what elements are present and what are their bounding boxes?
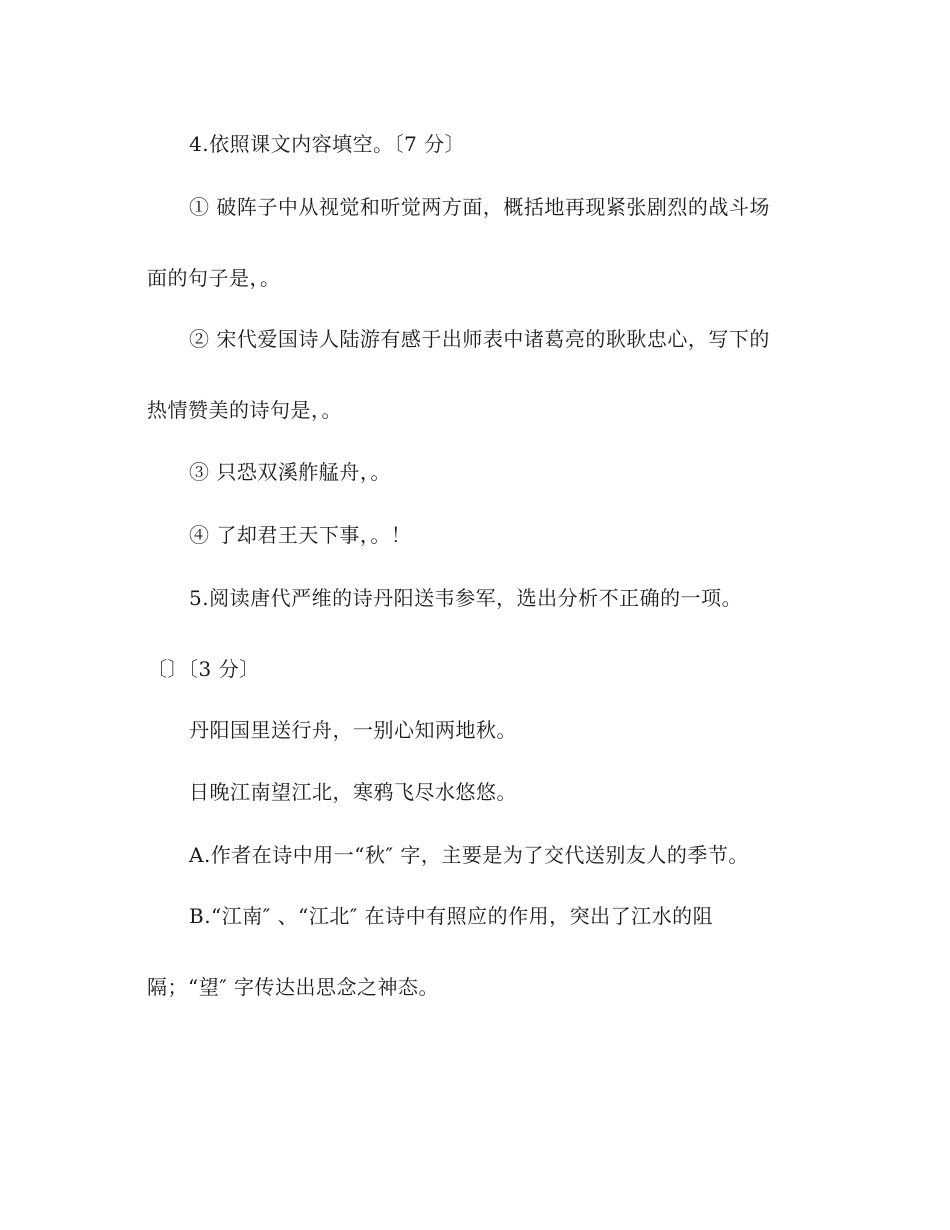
- question-4-heading: 4.依照课文内容填空。〔7 分〕: [189, 132, 466, 156]
- option-b-line-2: 隔；“望″ 字传达出思念之神态。: [147, 975, 440, 999]
- q4-item-1-line-2: 面的句子是，。: [147, 266, 281, 290]
- poem-line-1: 丹阳国里送行舟，一别心知两地秋。: [189, 718, 517, 742]
- question-5-answer-bracket: 〔〕〔3 分〕: [147, 657, 260, 681]
- q4-item-4: ④ 了却君王天下事，。！: [189, 523, 412, 547]
- question-5-heading: 5.阅读唐代严维的诗丹阳送韦参军，选出分析不正确的一项。: [189, 586, 743, 610]
- option-a: A.作者在诗中用一“秋″ 字，主要是为了交代送别友人的季节。: [189, 843, 749, 867]
- q4-item-3: ③ 只恐双溪舴艋舟，。: [189, 460, 391, 484]
- q4-item-1-line-1: ① 破阵子中从视觉和听觉两方面，概括地再现紧张剧烈的战斗场: [189, 195, 770, 219]
- q4-item-2-line-2: 热情赞美的诗句是，。: [147, 398, 342, 422]
- q4-item-2-line-1: ② 宋代爱国诗人陆游有感于出师表中诸葛亮的耿耿忠心，写下的: [189, 327, 770, 351]
- poem-line-2: 日晚江南望江北，寒鸦飞尽水悠悠。: [189, 780, 517, 804]
- option-b-line-1: B.“江南″ 、“江北″ 在诗中有照应的作用，突出了江水的阻: [189, 904, 714, 928]
